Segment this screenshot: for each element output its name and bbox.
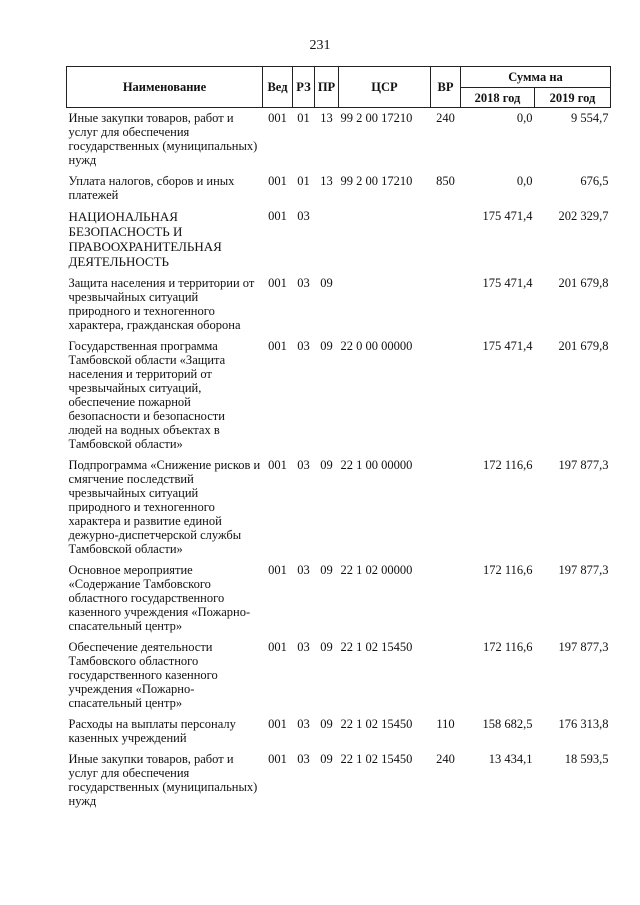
cell-vr xyxy=(431,455,461,560)
header-sum: Сумма на xyxy=(461,67,611,88)
cell-name: Государственная программа Тамбовской области «Защита населения и территорий от чрезвычайных ситуаций, обеспечение пожарной безопасности и безопасности людей на водных объектах в Тамбовской области» xyxy=(68,339,226,451)
cell-ved: 001 xyxy=(268,717,287,731)
cell-vr: 110 xyxy=(436,717,455,731)
cell-ved: 001 xyxy=(268,276,287,290)
cell-2019: 197 877,3 xyxy=(558,458,609,472)
cell-name: Обеспечение деятельности Тамбовского областного государственного казенного учреждения «Пожарно-спасательный центр» xyxy=(68,640,218,710)
cell-rz: 03 xyxy=(297,563,310,577)
cell-name: Защита населения и территории от чрезвычайных ситуаций природного и техногенного характера, гражданская оборона xyxy=(68,276,255,332)
cell-pr: 13 xyxy=(320,174,333,188)
cell-vr xyxy=(431,336,461,455)
header-name: Наименование xyxy=(67,67,263,108)
cell-2018: 172 116,6 xyxy=(482,563,533,577)
cell-ved: 001 xyxy=(268,111,287,125)
cell-2018: 0,0 xyxy=(516,174,533,188)
cell-2018: 172 116,6 xyxy=(482,640,533,654)
cell-2018: 175 471,4 xyxy=(482,276,533,290)
cell-name: Подпрограмма «Снижение рисков и смягчение последствий чрезвычайных ситуаций природного и техногенного характера и развитие единой дежурно-диспетчерской службы Тамбовской области» xyxy=(68,458,261,556)
cell-2019: 18 593,5 xyxy=(564,752,609,766)
page-number: 231 xyxy=(309,38,331,53)
cell-vr xyxy=(431,560,461,637)
cell-2019: 201 679,8 xyxy=(558,276,609,290)
header-year-2018: 2018 год xyxy=(461,88,535,108)
cell-vr xyxy=(431,637,461,714)
table-row xyxy=(67,714,611,749)
cell-csr: 99 2 00 17210 xyxy=(340,111,413,125)
cell-ved: 001 xyxy=(268,752,287,766)
header-csr: ЦСР xyxy=(339,67,431,108)
cell-rz: 03 xyxy=(297,209,310,223)
header-vr: ВР xyxy=(431,67,461,108)
cell-2018: 175 471,4 xyxy=(482,209,533,223)
cell-csr: 22 0 00 00000 xyxy=(340,339,413,353)
header-pr: ПР xyxy=(315,67,339,108)
cell-rz: 01 xyxy=(297,174,310,188)
table-row xyxy=(67,455,611,560)
cell-2019: 176 313,8 xyxy=(558,717,609,731)
table-row xyxy=(67,749,611,812)
cell-name: НАЦИОНАЛЬНАЯ БЕЗОПАСНОСТЬ И ПРАВООХРАНИТЕЛЬНАЯ ДЕЯТЕЛЬНОСТЬ xyxy=(68,209,222,269)
cell-rz: 01 xyxy=(297,111,310,125)
cell-rz: 03 xyxy=(297,276,310,290)
cell-vr: 240 xyxy=(436,752,455,766)
cell-ved: 001 xyxy=(268,339,287,353)
cell-csr: 99 2 00 17210 xyxy=(340,174,413,188)
cell-rz: 03 xyxy=(297,752,310,766)
cell-pr: 09 xyxy=(320,717,333,731)
table-row xyxy=(67,637,611,714)
cell-2019: 9 554,7 xyxy=(571,111,609,125)
header-rz: РЗ xyxy=(293,67,315,108)
table-row xyxy=(67,560,611,637)
cell-ved: 001 xyxy=(268,563,287,577)
table-header xyxy=(67,67,611,108)
cell-csr: 22 1 02 15450 xyxy=(340,717,413,731)
cell-csr: 22 1 02 15450 xyxy=(340,752,413,766)
cell-pr xyxy=(315,206,339,273)
cell-ved: 001 xyxy=(268,174,287,188)
cell-2018: 13 434,1 xyxy=(488,752,533,766)
cell-name: Иные закупки товаров, работ и услуг для обеспечения государственных (муниципальных) нужд xyxy=(68,752,258,808)
cell-pr: 09 xyxy=(320,640,333,654)
cell-pr: 09 xyxy=(320,458,333,472)
cell-ved: 001 xyxy=(268,209,287,223)
cell-rz: 03 xyxy=(297,458,310,472)
budget-table xyxy=(66,66,611,812)
header-year-2019: 2019 год xyxy=(535,88,611,108)
table-row xyxy=(67,171,611,206)
cell-pr: 09 xyxy=(320,276,333,290)
table-row xyxy=(67,273,611,336)
cell-vr xyxy=(431,273,461,336)
cell-name: Расходы на выплаты персоналу казенных учреждений xyxy=(68,717,236,745)
cell-pr: 09 xyxy=(320,339,333,353)
cell-name: Уплата налогов, сборов и иных платежей xyxy=(68,174,235,202)
cell-csr: 22 1 02 15450 xyxy=(340,640,413,654)
table-body xyxy=(67,108,611,813)
cell-rz: 03 xyxy=(297,339,310,353)
cell-csr xyxy=(339,273,431,336)
cell-vr: 850 xyxy=(436,174,455,188)
cell-2019: 201 679,8 xyxy=(558,339,609,353)
cell-2019: 676,5 xyxy=(580,174,609,188)
cell-vr xyxy=(431,206,461,273)
cell-2019: 197 877,3 xyxy=(558,563,609,577)
cell-2018: 175 471,4 xyxy=(482,339,533,353)
table-row xyxy=(67,336,611,455)
cell-ved: 001 xyxy=(268,458,287,472)
cell-2018: 0,0 xyxy=(516,111,533,125)
table-row xyxy=(67,108,611,172)
cell-2018: 158 682,5 xyxy=(482,717,533,731)
table-row xyxy=(67,206,611,273)
cell-2019: 202 329,7 xyxy=(558,209,609,223)
cell-name: Иные закупки товаров, работ и услуг для обеспечения государственных (муниципальных) нужд xyxy=(68,111,258,167)
cell-csr xyxy=(339,206,431,273)
cell-csr: 22 1 02 00000 xyxy=(340,563,413,577)
cell-rz: 03 xyxy=(297,717,310,731)
cell-rz: 03 xyxy=(297,640,310,654)
cell-pr: 09 xyxy=(320,563,333,577)
cell-csr: 22 1 00 00000 xyxy=(340,458,413,472)
cell-2018: 172 116,6 xyxy=(482,458,533,472)
cell-name: Основное мероприятие «Содержание Тамбовского областного государственного казенного учреждения «Пожарно-спасательный центр» xyxy=(68,563,251,633)
cell-pr: 09 xyxy=(320,752,333,766)
cell-ved: 001 xyxy=(268,640,287,654)
header-ved: Вед xyxy=(263,67,293,108)
cell-vr: 240 xyxy=(436,111,455,125)
cell-2019: 197 877,3 xyxy=(558,640,609,654)
cell-pr: 13 xyxy=(320,111,333,125)
